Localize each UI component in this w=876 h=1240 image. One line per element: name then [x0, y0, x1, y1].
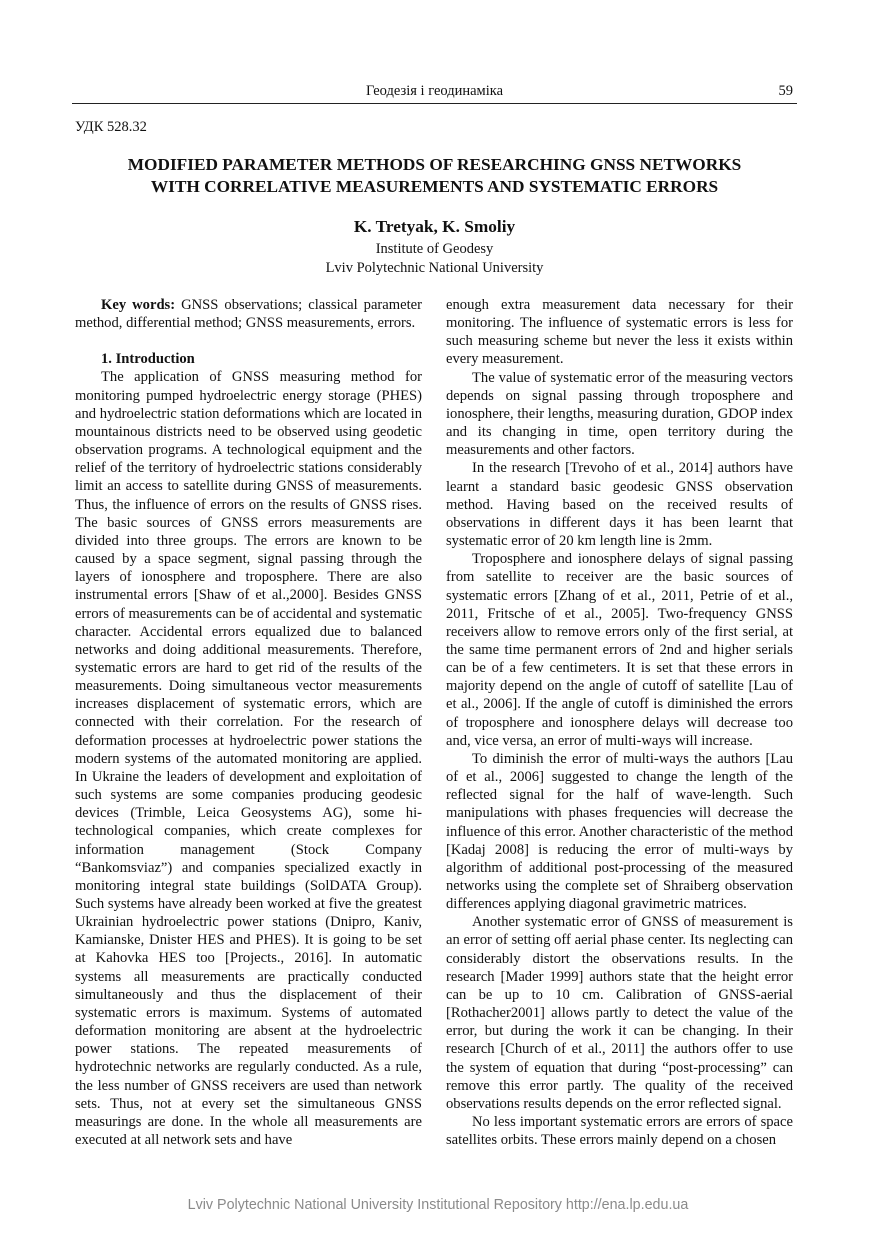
journal-name: Геодезія і геодинаміка [365, 83, 504, 99]
paragraph: In the research [Trevoho of et al., 2014] authors have learnt a standard basic geodesic GNSS observation method. Having based on the received results of observations in different days it has been learnt that systematic error of 20 km length line is 2mm. [446, 460, 793, 550]
paragraph: To diminish the error of multi-ways the authors [Lau of et al., 2006] suggested to change the length of the reflected signal for the half of wave-length. Such manipulations with phases frequencies will decrease the influence of this error. Another characteristic of the method [Kadaj 2008] is reducing the error of multi-ways by algorithm of additional post-processing of the measured networks using the complete set of Shraiberg observation differences applying diagonal gravimetric matrices. [446, 750, 793, 913]
keywords-text: GNSS observations; classical parameter method, differential method; GNSS measurements, errors. [75, 297, 422, 332]
keywords [75, 296, 422, 332]
keywords-label: Key words: [101, 297, 176, 313]
paper-title [72, 154, 797, 198]
affiliation-line: Institute of Geodesy [375, 241, 494, 257]
paragraph: No less important systematic errors are errors of space satellites orbits. These errors mainly depend on a chosen [446, 1114, 793, 1149]
paragraph: The application of GNSS measuring method for monitoring pumped hydroelectric energy storage (PHES) and hydroelectric station deformations which are located in mountainous districts need to be observed using geodetic observation programs. A technological equipment and the relief of the territory of hydroelectric stations considerably limit an access to satellite during GNSS of measurements. Thus, the influence of errors on the results of GNSS rises. The basic sources of GNSS errors measurements are divided into three groups. The errors are known to be caused by a space segment, signal passing through the layers of ionosphere and troposphere. There are also instrumental errors [Shaw of et al.,2000]. Besides GNSS errors of measurements can be of accidental and systematic character. Accidental errors equalized due to balanced networks and doing additional measurements. Therefore, systematic errors are hard to get rid of the results of the measurements. Doing simultaneous vector measurements increases displacement of systematic errors, which are connected with their correlation. For the research of deformation processes at hydroelectric power stations the modern systems of the automated monitoring are applied. In Ukraine the leaders of development and exploitation of such systems are some companies producing geodesic devices (Trimble, Leica Geosystems AG), some hi-technological companies, which create complexes for information management (Stock Company “Bankomsviaz”) and companies specialized exactly in monitoring integral state buildings (SolDATA Group). Such systems have already been worked at five the greatest Ukrainian hydroelectric power stations (Dnipro, Kaniv, Kamianske, Dnister HES and PHES). It is going to be set at Kahovka HES too [Projects., 2016]. In automatic systems all measurements are practically conducted simultaneously and thus the displacement of their systematic errors is maximum. Systems of automated deformation monitoring are absent at the hydroelectric power stations. The repeated measurements of hydrotechnic networks are regularly conducted. As a rule, the less number of GNSS receivers are used than network sets. Thus, not at every set the simultaneous GNSS measurings are done. In the whole all measurements are executed at all network sets and have [75, 369, 422, 1149]
paragraph: The value of systematic error of the measuring vectors depends on signal passing through troposphere and ionosphere, their lengths, measuring duration, GDOP index and its changing in time, open territory during the measurements and other factors. [446, 369, 793, 459]
running-header [72, 83, 797, 104]
affiliation [72, 240, 797, 278]
paragraph: Troposphere and ionosphere delays of signal passing from satellite to receiver are the basic sources of systematic errors [Zhang of et al., 2011, Petrie of et al., 2011, Fritsche of et al., 2005]. Two-frequency GNSS receivers allow to remove errors only of the first serial, at the same time permanent errors of 2nd and higher serials can be of a few centimeters. It is set that these errors in majority depend on the angle of cutoff of satellite [Lau of et al., 2006]. If the angle of cutoff is diminished the errors of troposphere and ionosphere delays will decrease too and, vice versa, an error of multi-ways will increase. [446, 551, 793, 749]
title-line: WITH CORRELATIVE MEASUREMENTS AND SYSTEMATIC ERRORS [150, 177, 719, 196]
paragraph: Another systematic error of GNSS of measurement is an error of setting off aerial phase center. Its neglecting can considerably distort the observations results. In the research [Mader 1999] authors state that the height error can be up to 10 cm. Calibration of GNSS-aerial [Rothacher2001] allows partly to detect the value of the error, but during the work it can be changing. In their research [Church of et al., 2011] the authors offer to use the system of equation that during “post-processing” can remove this error partly. The quality of the received observations results depends on the error reflected signal. [446, 914, 793, 1112]
right-column [446, 296, 793, 1149]
affiliation-line: Lviv Polytechnic National University [325, 260, 544, 276]
page-number: 59 [778, 83, 793, 99]
left-column [75, 296, 422, 1149]
section-heading: 1. Introduction [101, 351, 195, 368]
repository-footer: Lviv Polytechnic National University Institutional Repository http://ena.lp.edu.ua [187, 1197, 689, 1213]
udk-code: УДК 528.32 [75, 119, 147, 135]
title-line: MODIFIED PARAMETER METHODS OF RESEARCHING GNSS NETWORKS [127, 155, 742, 174]
paragraph-continuation: enough extra measurement data necessary for their monitoring. The influence of systematic errors is less for such measuring scheme but never the less it exists within every measurement. [446, 297, 793, 368]
authors: K. Tretyak, K. Smoliy [353, 217, 516, 236]
